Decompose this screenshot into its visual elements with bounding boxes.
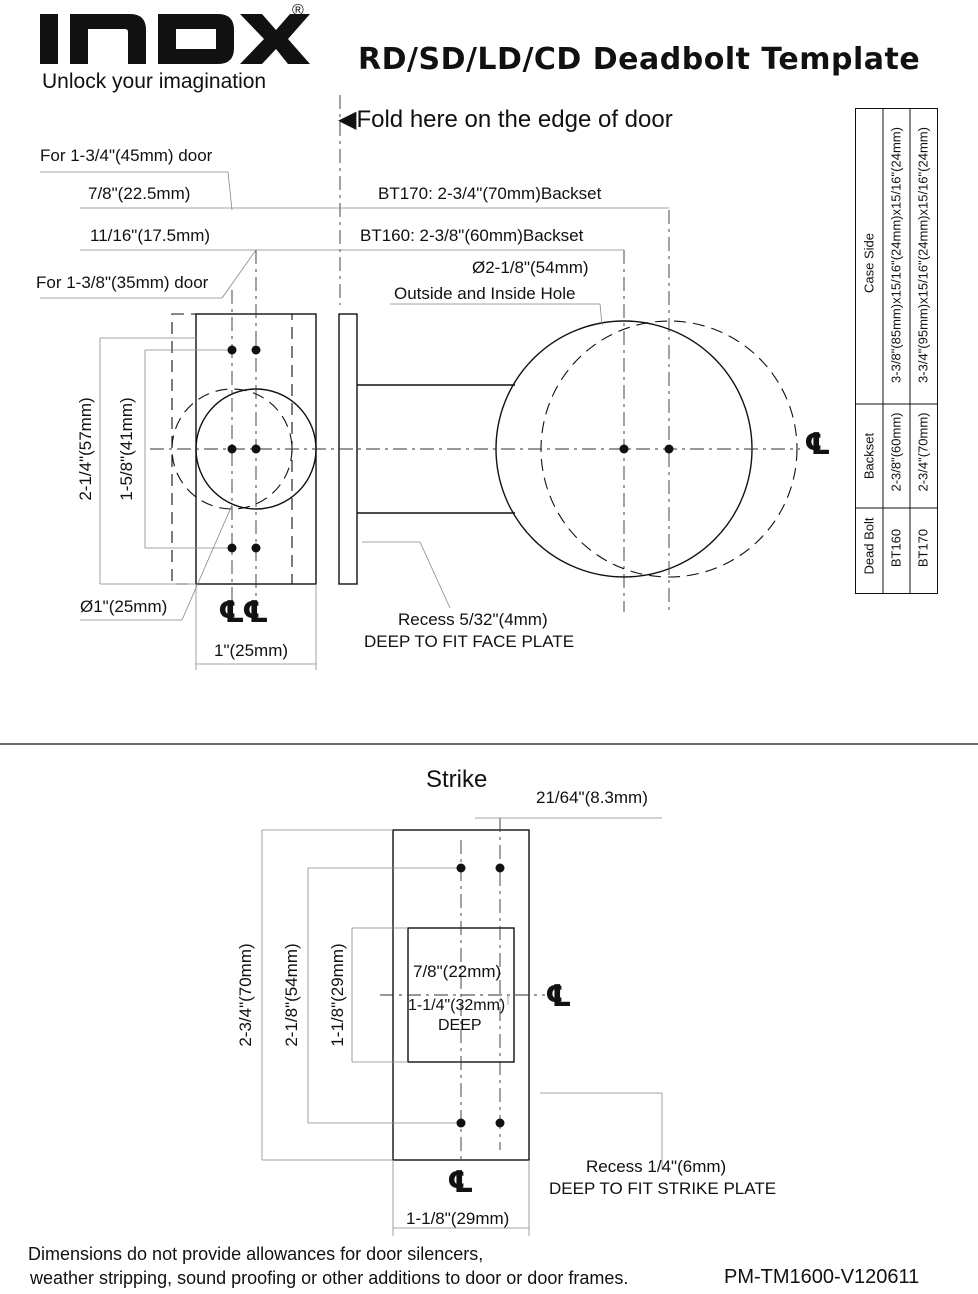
- strike-screw-offset-label: 21/64"(8.3mm): [536, 788, 648, 807]
- edge-hole-diameter-label: Ø1"(25mm): [80, 597, 168, 616]
- outside-hole-diameter-label: Ø2-1/8"(54mm): [472, 258, 589, 277]
- strike-pocket-width-label: 7/8"(22mm): [413, 962, 502, 981]
- strike-title: Strike: [426, 766, 488, 793]
- strike-pocket-height-label: 1-1/8"(29mm): [328, 943, 347, 1047]
- thick-door-offset-label: 7/8"(22.5mm): [88, 184, 191, 203]
- spec-bt170-case-side: 3-3/4"(95mm)x15/16"(24mm)x15/16"(24mm): [915, 127, 931, 383]
- face-recess-line1: Recess 5/32"(4mm): [398, 610, 548, 629]
- disclaimer-line1: Dimensions do not provide allowances for door silencers,: [28, 1244, 484, 1264]
- spec-header-backset: Backset: [861, 432, 877, 480]
- bt160-backset-label: BT160: 2-3/8"(60mm)Backset: [360, 226, 584, 245]
- spec-header-case-side: Case Side: [861, 233, 877, 293]
- strike-pocket-depth-line1: 1-1/4"(32mm): [408, 997, 506, 1014]
- spec-bt170-backset: 2-3/4"(70mm): [915, 412, 931, 492]
- thin-door-label: For 1-3/8"(35mm) door: [36, 273, 209, 292]
- spec-bt160-case-side: 3-3/8"(85mm)x15/16"(24mm)x15/16"(24mm): [888, 127, 904, 383]
- registered-mark: ®: [292, 2, 304, 19]
- spec-header-dead-bolt: Dead Bolt: [861, 517, 877, 575]
- screw-spacing-label: 1-5/8"(41mm): [117, 397, 136, 501]
- centerline-icon: ℄: [218, 595, 245, 630]
- outside-hole-caption: Outside and Inside Hole: [394, 284, 576, 303]
- spec-bt160-model: BT160: [888, 528, 904, 568]
- strike-screw-spacing-label: 2-1/8"(54mm): [282, 943, 301, 1047]
- strike-recess-line2: DEEP TO FIT STRIKE PLATE: [549, 1179, 777, 1198]
- face-recess-line2: DEEP TO FIT FACE PLATE: [364, 632, 575, 651]
- centerline-icon: ℄: [447, 1165, 474, 1200]
- page-title: RD/SD/LD/CD Deadbolt Template: [358, 42, 921, 77]
- strike-height-label: 2-3/4"(70mm): [236, 943, 255, 1047]
- disclaimer-line2: weather stripping, sound proofing or other additions to door or door frames.: [30, 1268, 629, 1288]
- strike-recess-line1: Recess 1/4"(6mm): [586, 1157, 727, 1176]
- faceplate-width-label: 1"(25mm): [214, 641, 289, 660]
- bt170-backset-label: BT170: 2-3/4"(70mm)Backset: [378, 184, 602, 203]
- strike-width-label: 1-1/8"(29mm): [406, 1209, 510, 1228]
- fold-label: ◀Fold here on the edge of door: [338, 106, 673, 133]
- spec-bt170-model: BT170: [915, 528, 931, 568]
- thin-door-offset-label: 11/16"(17.5mm): [90, 226, 211, 245]
- thick-door-label: For 1-3/4"(45mm) door: [40, 146, 213, 165]
- centerline-icon: ℄: [242, 595, 269, 630]
- strike-pocket-depth-line2: DEEP: [438, 1017, 482, 1034]
- centerline-icon: ℄: [804, 427, 831, 462]
- spec-bt160-backset: 2-3/8"(60mm): [888, 412, 904, 492]
- brand-tagline: Unlock your imagination: [42, 70, 267, 93]
- part-number: PM-TM1600-V120611: [724, 1266, 920, 1288]
- centerline-icon: ℄: [545, 979, 572, 1014]
- faceplate-height-label: 2-1/4"(57mm): [76, 397, 95, 501]
